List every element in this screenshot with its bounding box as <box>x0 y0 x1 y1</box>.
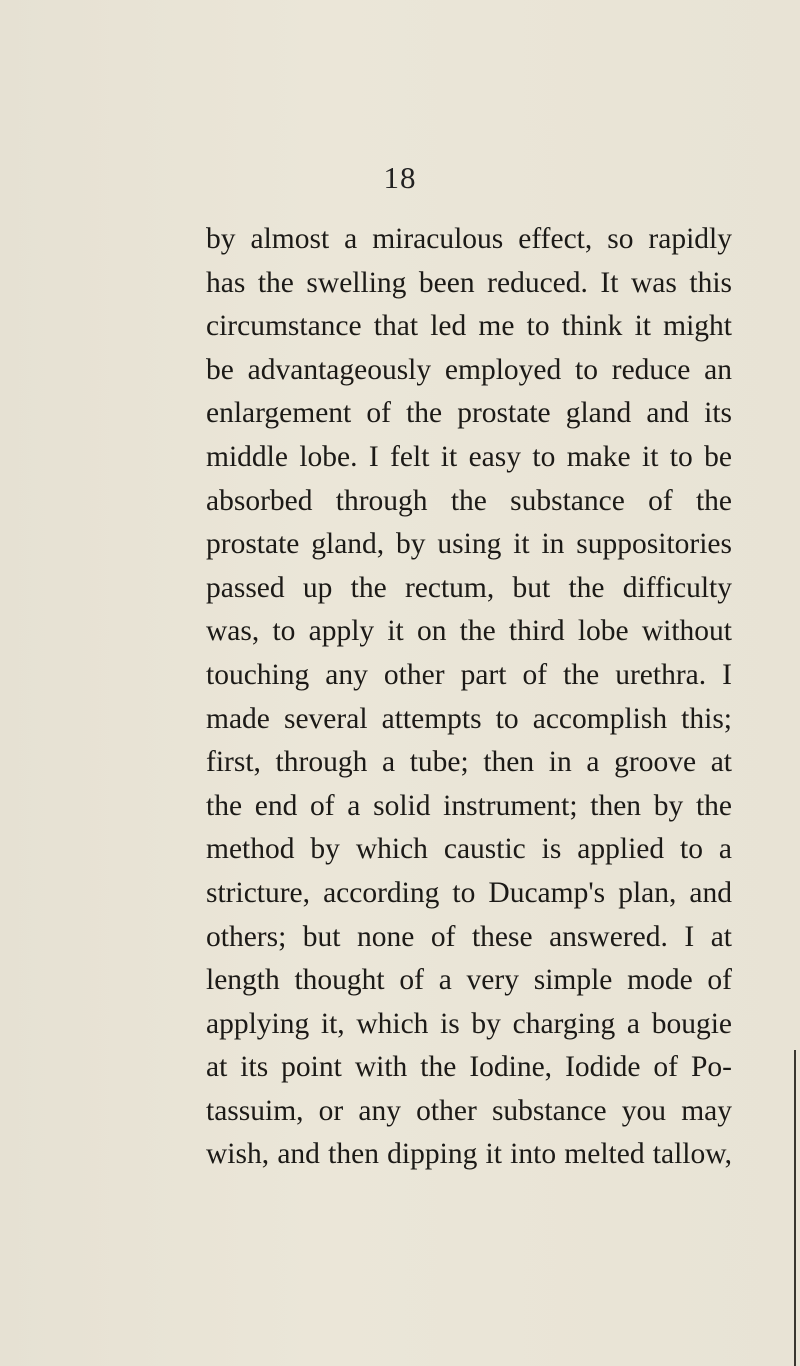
page-edge-shadow <box>794 1050 796 1366</box>
text-line: was, to apply it on the third lobe without <box>206 615 732 648</box>
text-line: middle lobe. I felt it easy to make it to be <box>206 440 732 473</box>
text-line: stricture, according to Ducamp's plan, and <box>206 876 732 909</box>
text-line: length thought of a very simple mode of <box>206 964 732 997</box>
text-line: enlargement of the prostate gland and its <box>206 397 732 430</box>
text-line: tassuim, or any other substance you may <box>206 1094 732 1127</box>
text-line: wish, and then dipping it into melted tallow, <box>206 1138 732 1171</box>
text-line: prostate gland, by using it in suppositories <box>206 528 732 561</box>
text-line: be advantageously employed to reduce an <box>206 353 732 386</box>
text-line: absorbed through the substance of the <box>206 484 732 517</box>
text-line: circumstance that led me to think it might <box>206 310 732 343</box>
text-line: at its point with the Iodine, Iodide of Po- <box>206 1051 732 1084</box>
text-line: first, through a tube; then in a groove at <box>206 746 732 779</box>
text-line: made several attempts to accomplish this; <box>206 702 732 735</box>
text-line: others; but none of these answered. I at <box>206 920 732 953</box>
body-text <box>206 218 732 1177</box>
text-line: passed up the rectum, but the difficulty <box>206 571 732 604</box>
text-line: the end of a solid instrument; then by the <box>206 789 732 822</box>
page-number: 18 <box>383 160 417 195</box>
text-line: applying it, which is by charging a bougie <box>206 1007 732 1040</box>
text-line: method by which caustic is applied to a <box>206 833 732 866</box>
text-line: touching any other part of the urethra. I <box>206 658 732 691</box>
text-line: has the swelling been reduced. It was this <box>206 266 732 299</box>
text-line: by almost a miraculous effect, so rapidly <box>206 223 732 255</box>
